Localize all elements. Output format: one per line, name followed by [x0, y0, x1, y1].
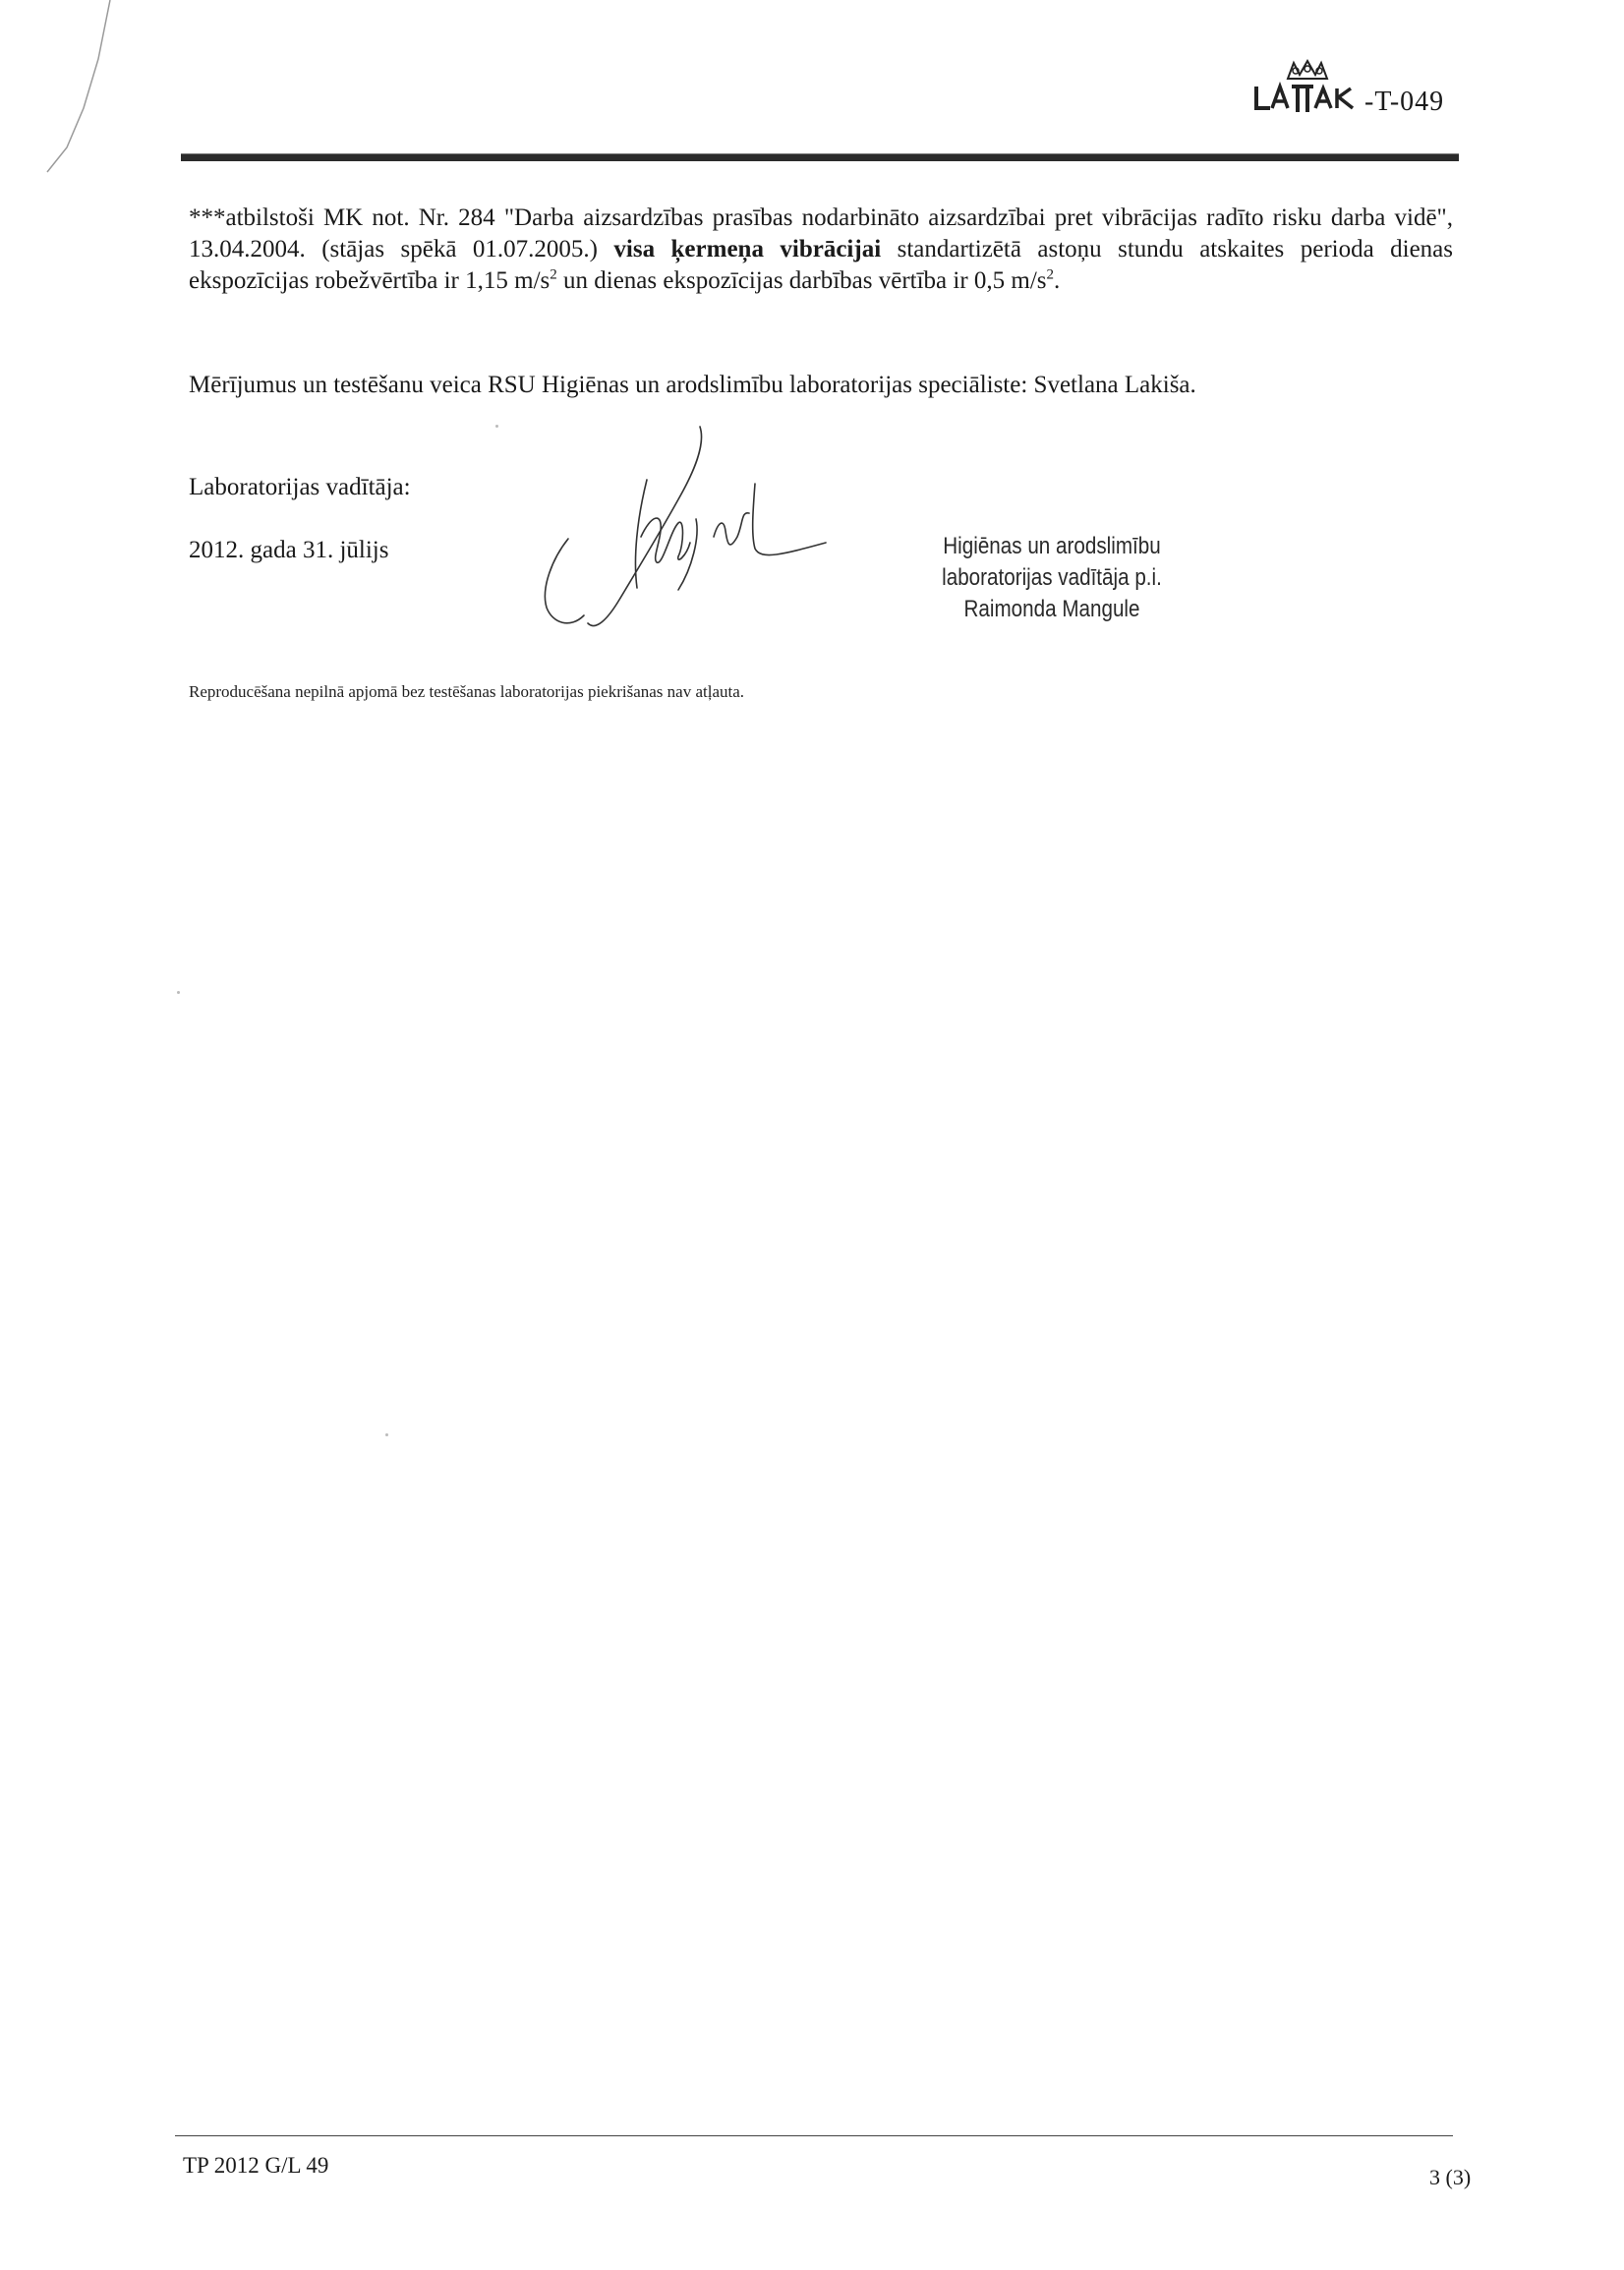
regulation-note-end: . — [1054, 267, 1061, 294]
lab-head-title-line-2: laboratorijas vadītāja p.i. — [942, 564, 1162, 591]
regulation-note-bold: visa ķermeņa vibrācijai — [613, 236, 882, 262]
lab-head-title-block — [904, 531, 1199, 625]
regulation-note-text-1: ***atbilstoši MK not. Nr. 284 "Darba aizsardzības prasības nodarbināto aizsardzībai pret vibrācijas radīto risku darba vidē", 13.04.2004. (stājas spēkā 01.07.2005.) — [189, 204, 1453, 262]
reproduction-notice: Reproducēšana nepilnā apjomā bez testēšanas laboratorijas piekrišanas nav atļauta. — [189, 682, 745, 701]
footer-rule — [175, 2135, 1453, 2136]
regulation-note — [189, 203, 1453, 297]
document-code: -T-049 — [1364, 87, 1445, 117]
scan-speck — [177, 991, 180, 994]
latak-logo — [1254, 57, 1361, 112]
signature-date: 2012. gada 31. jūlijs — [189, 537, 389, 563]
regulation-note-text-2: standartizētā astoņu stundu atskaites perioda dienas ekspozīcijas robežvērtība ir 1,15 m/s — [189, 236, 1454, 294]
regulation-note-sup-1: 2 — [550, 266, 557, 283]
regulation-note-sup-2: 2 — [1046, 266, 1055, 283]
footer-document-code: TP 2012 G/L 49 — [183, 2153, 329, 2178]
scan-artifact-line — [29, 0, 128, 177]
handwritten-signature — [531, 421, 836, 637]
page-number: 3 (3) — [1429, 2165, 1472, 2189]
measurement-performer-line: Mērījumus un testēšanu veica RSU Higiēnas un arodslimību laboratorijas speciāliste: Svetlana Lakiša. — [189, 372, 1196, 398]
regulation-note-text-3: un dienas ekspozīcijas darbības vērtība ir 0,5 m/s — [563, 267, 1047, 294]
header-rule — [181, 153, 1459, 161]
lab-head-name: Raimonda Mangule — [963, 596, 1140, 622]
scan-speck — [385, 1433, 388, 1436]
lab-head-title-line-1: Higiēnas un arodslimību — [943, 533, 1161, 559]
lab-head-label: Laboratorijas vadītāja: — [189, 474, 411, 500]
scan-speck — [495, 425, 498, 428]
